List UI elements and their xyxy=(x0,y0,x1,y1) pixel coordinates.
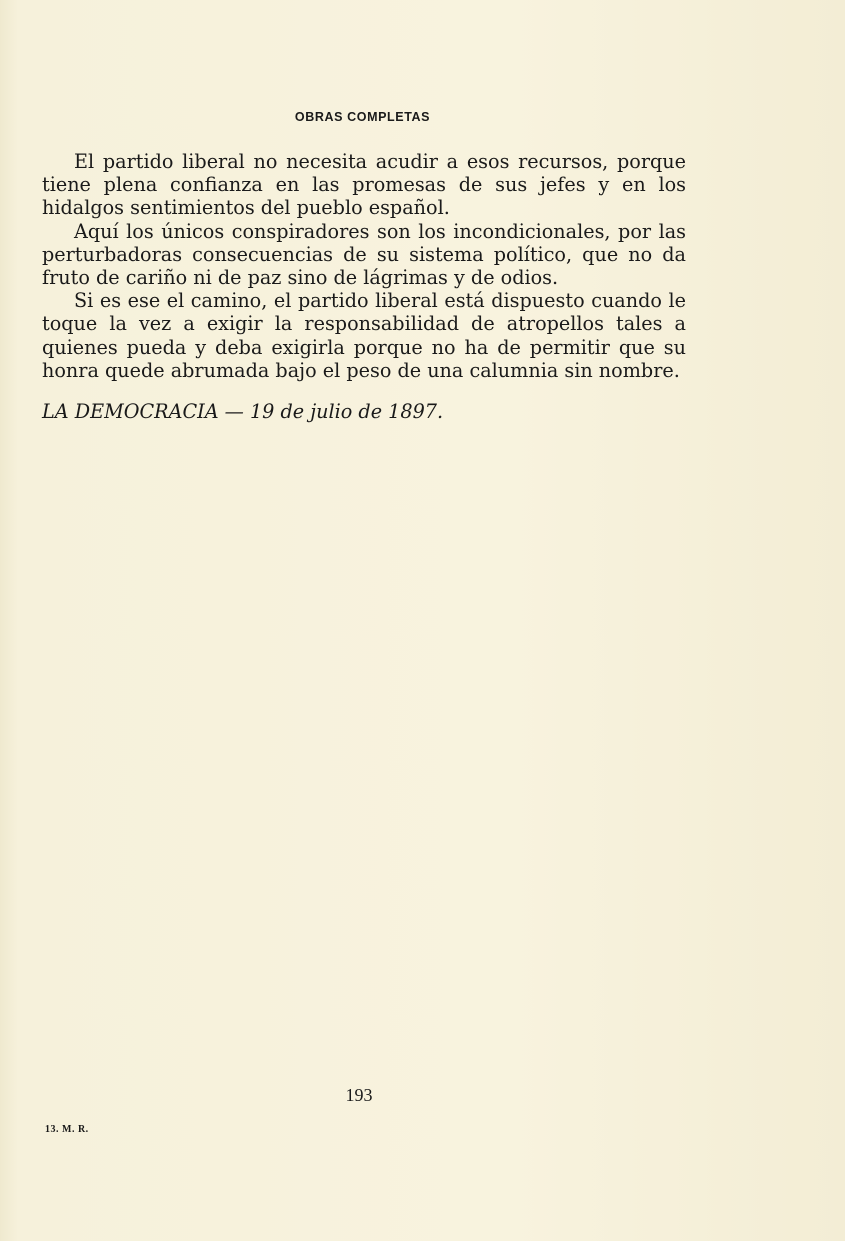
paragraph: Si es ese el camino, el partido liberal está dispuesto cuando le toque la vez a exigir la responsabilidad de atropellos tales a quienes pueda y deba exigirla porque no ha de permitir que su honra quede abrumada bajo el peso de una calumnia sin nombre. xyxy=(42,289,686,382)
running-head: OBRAS COMPLETAS xyxy=(294,110,431,124)
body-text xyxy=(42,150,686,382)
paragraph: Aquí los únicos conspiradores son los incondicionales, por las perturbadoras consecuencias de su sistema político, que no da fruto de cariño ni de paz sino de lágrimas y de odios. xyxy=(42,219,686,290)
source-citation: LA DEMOCRACIA — 19 de julio de 1897. xyxy=(42,400,444,423)
page-number: 193 xyxy=(345,1085,373,1105)
printer-signature-mark: 13. M. R. xyxy=(45,1124,89,1135)
paragraph: El partido liberal no necesita acudir a esos recursos, porque tiene plena confianza en las promesas de sus jefes y en los hidalgos sentimientos del pueblo español. xyxy=(42,150,686,220)
